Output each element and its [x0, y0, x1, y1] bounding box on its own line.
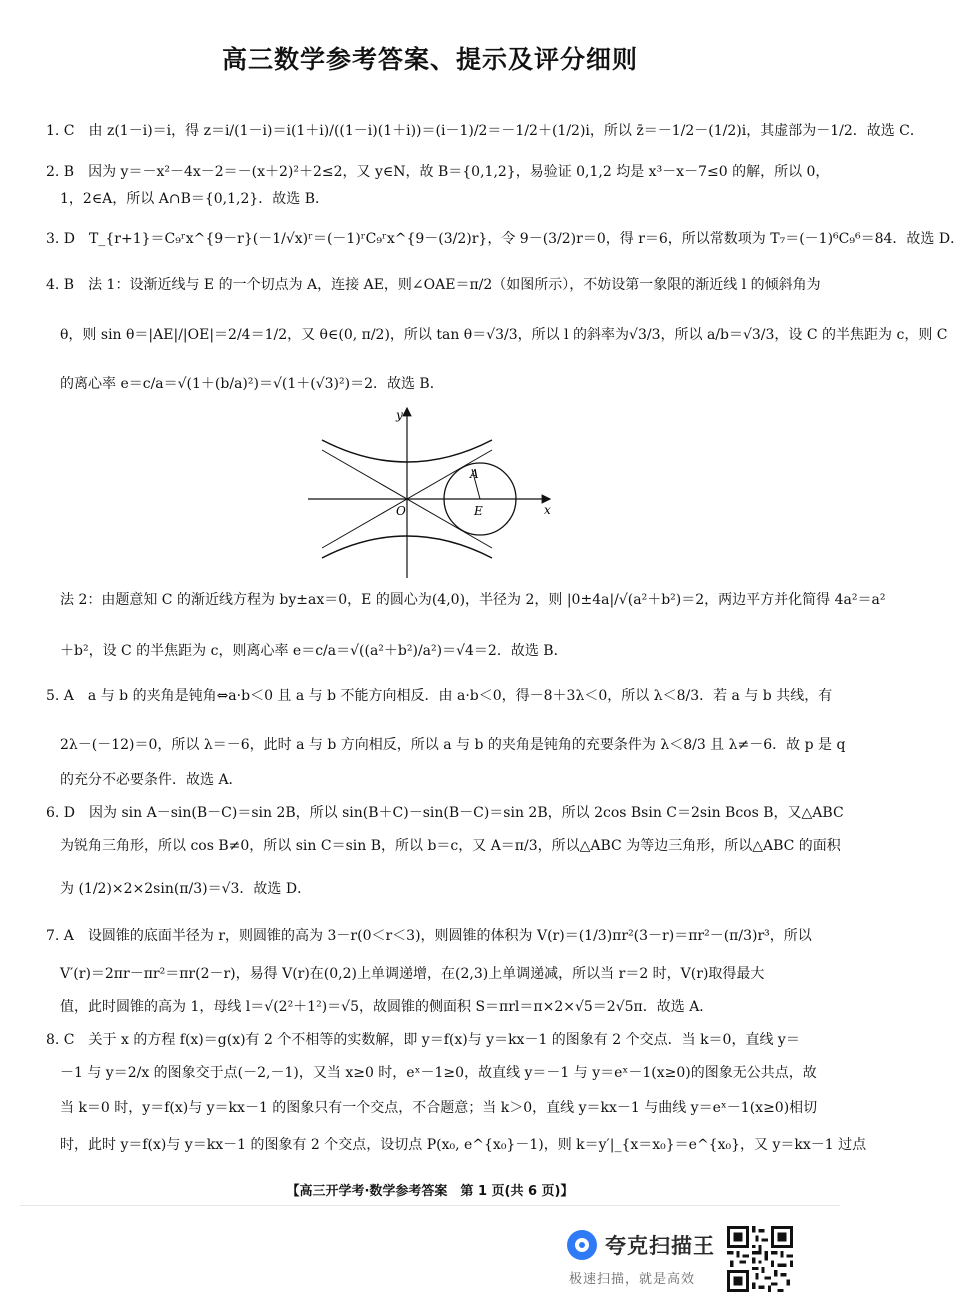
point-e-label: E	[474, 504, 483, 518]
page-title: 高三数学参考答案、提示及评分细则	[221, 45, 638, 74]
answer-line: θ，则 sin θ＝|AE|/|OE|＝2/4＝1/2，又 θ∈(0, π/2)，所以 tan θ＝√3/3，所以 l 的斜率为√3/3，所以 a/b＝√3/3，设 C 的半焦距为 c，则 C	[60, 327, 948, 343]
scanner-watermark	[565, 1222, 745, 1292]
y-axis-label: y	[396, 408, 403, 422]
answer-line: －1 与 y＝2/x 的图象交于点(－2,－1)，又当 x≥0 时，eˣ－1≥0，故直线 y＝－1 与 y＝eˣ－1(x≥0)的图象无公共点，故	[60, 1065, 817, 1081]
answer-line: 4. B 法 1：设渐近线与 E 的一个切点为 A，连接 AE，则∠OAE＝π/2（如图所示），不妨设第一象限的渐近线 l 的倾斜角为	[46, 277, 821, 293]
hyperbola-figure	[300, 402, 560, 580]
scanner-logo-icon	[567, 1230, 597, 1260]
page-footer: 【高三开学考·数学参考答案 第 1 页(共 6 页)】	[286, 1184, 574, 1199]
answer-line: 为 (1/2)×2×2sin(π/3)＝√3．故选 D．	[60, 881, 312, 897]
answer-line: 7. A 设圆锥的底面半径为 r，则圆锥的高为 3－r(0＜r＜3)，则圆锥的体积为 V(r)＝(1/3)πr²(3－r)＝πr²－(π/3)r³，所以	[46, 928, 812, 944]
answer-line: 2. B 因为 y＝－x²－4x－2＝－(x＋2)²＋2≤2，又 y∈N，故 B＝{0,1,2}，易验证 0,1,2 均是 x³－x－7≤0 的解，所以 0，	[46, 164, 830, 180]
answer-line: 2λ－(－12)＝0，所以 λ＝－6，此时 a 与 b 方向相反，所以 a 与 b 的夹角是钝角的充要条件为 λ＜8/3 且 λ≠－6．故 p 是 q	[60, 737, 846, 753]
answer-line: 1. C 由 z(1－i)＝i，得 z＝i/(1－i)＝i(1＋i)/((1－i)(1＋i))＝(i－1)/2＝－1/2＋(1/2)i，所以 z̄＝－1/2－(1/2)i，其虚部为－1/2．故选 C．	[46, 123, 924, 139]
point-a-label: A	[470, 467, 479, 481]
answer-line: 时，此时 y＝f(x)与 y＝kx－1 的图象有 2 个交点，设切点 P(x₀, e^{x₀}－1)，则 k＝y′|_{x＝x₀}＝e^{x₀}，又 y＝kx－1 过点	[60, 1137, 867, 1153]
answer-line: 3. D T_{r+1}＝C₉ʳx^{9－r}(－1/√x)ʳ＝(－1)ʳC₉ʳx^{9－(3/2)r}，令 9－(3/2)r＝0，得 r＝6，所以常数项为 T₇＝(－1)⁶C₉⁶＝84．故选 D．	[46, 231, 964, 247]
answer-line: 5. A a 与 b 的夹角是钝角⇔a·b＜0 且 a 与 b 不能方向相反．由 a·b＜0，得－8＋3λ＜0，所以 λ＜8/3．若 a 与 b 共线，有	[46, 688, 833, 704]
answer-line: 为锐角三角形，所以 cos B≠0，所以 sin C＝sin B，所以 b＝c，又 A＝π/3，所以△ABC 为等边三角形，所以△ABC 的面积	[60, 838, 841, 854]
watermark-slogan: 极速扫描，就是高效	[569, 1272, 696, 1287]
origin-label: O	[396, 504, 406, 518]
answer-line: 的离心率 e＝c/a＝√(1＋(b/a)²)＝√(1＋(√3)²)＝2．故选 B．	[60, 376, 444, 392]
answer-line: 1，2∈A，所以 A∩B＝{0,1,2}．故选 B．	[60, 191, 330, 207]
answer-line: 当 k＝0 时，y＝f(x)与 y＝kx－1 的图象只有一个交点，不合题意；当 k＞0，直线 y＝kx－1 与曲线 y＝eˣ－1(x≥0)相切	[60, 1100, 818, 1116]
answer-line: 的充分不必要条件．故选 A．	[60, 772, 243, 788]
answer-line: 6. D 因为 sin A－sin(B－C)＝sin 2B，所以 sin(B＋C)－sin(B－C)＝sin 2B，所以 2cos Bsin C＝2sin Bcos B，又△ABC	[46, 805, 844, 821]
answer-line: V′(r)＝2πr－πr²＝πr(2－r)，易得 V(r)在(0,2)上单调递增，在(2,3)上单调递减，所以当 r＝2 时，V(r)取得最大	[60, 966, 765, 982]
answer-line: ＋b²，设 C 的半焦距为 c，则离心率 e＝c/a＝√((a²＋b²)/a²)＝√4＝2．故选 B．	[60, 643, 568, 659]
answer-line: 8. C 关于 x 的方程 f(x)＝g(x)有 2 个不相等的实数解，即 y＝f(x)与 y＝kx－1 的图象有 2 个交点．当 k＝0，直线 y＝	[46, 1032, 800, 1048]
answer-line: 值，此时圆锥的高为 1，母线 l＝√(2²＋1²)＝√5，故圆锥的侧面积 S＝πrl＝π×2×√5＝2√5π．故选 A．	[60, 999, 714, 1015]
footer-divider	[20, 1205, 840, 1206]
x-axis-label: x	[544, 503, 551, 517]
answer-line: 法 2：由题意知 C 的渐近线方程为 by±ax＝0，E 的圆心为(4,0)，半径为 2，则 |0±4a|/√(a²＋b²)＝2，两边平方并化简得 4a²＝a²	[60, 592, 886, 608]
qr-code-icon	[727, 1226, 793, 1292]
watermark-name: 夸克扫描王	[605, 1234, 715, 1258]
